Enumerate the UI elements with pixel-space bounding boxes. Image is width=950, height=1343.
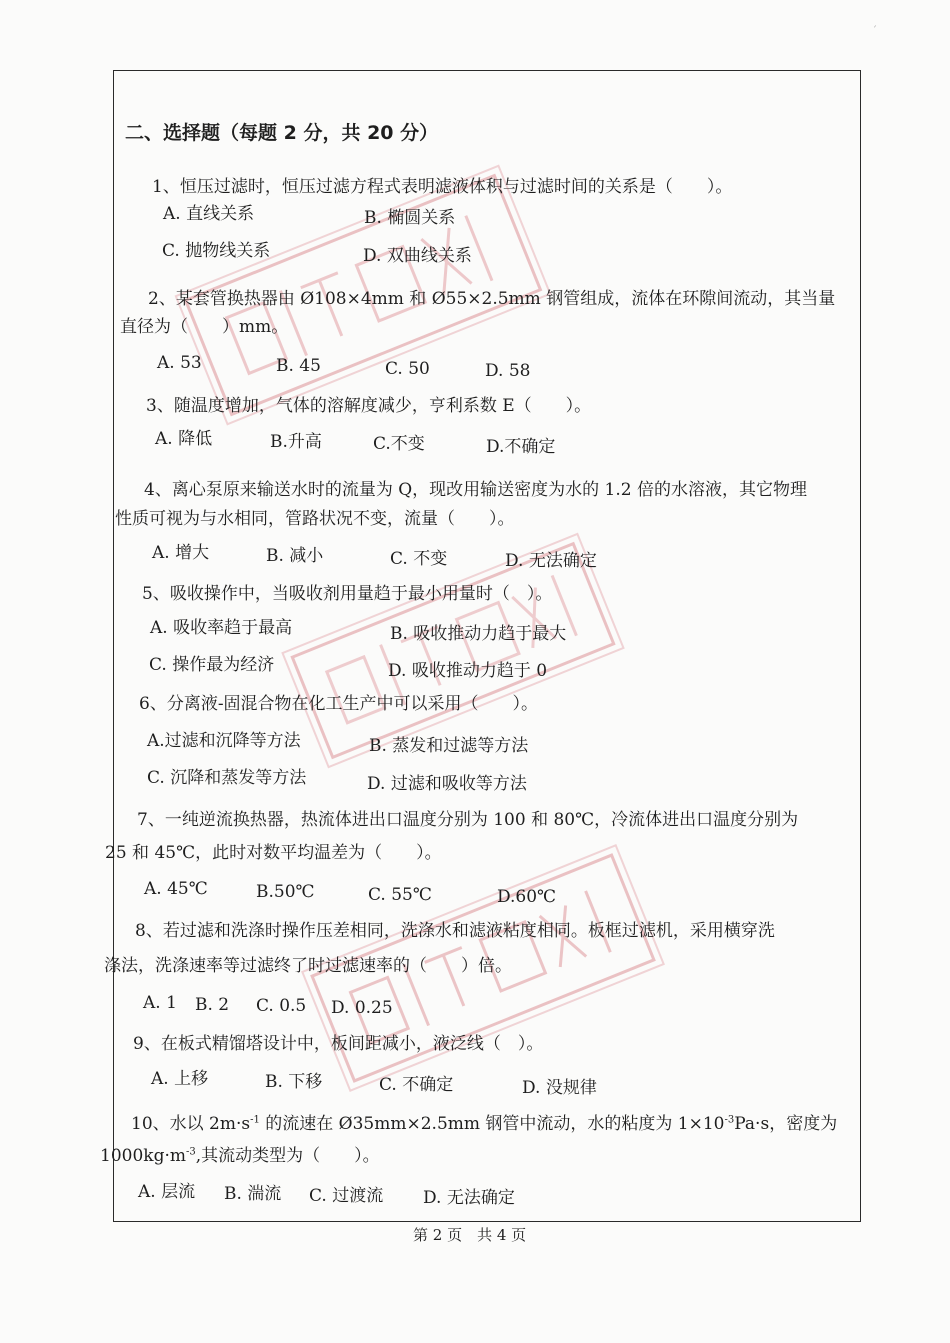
q7-option-d: D.60℃ <box>497 887 557 907</box>
q2-option-c: C. 50 <box>385 359 430 379</box>
question-7-stem: 7、一纯逆流换热器，热流体进出口温度分别为 100 和 80℃，冷流体进出口温度分别为 <box>137 810 799 830</box>
question-10-stem: 10、水以 $2m\cdot s^{-1}$ 的流速在 Ø35mm×2.5mm 钢管中流动，水的粘度为 $1\times 10^{-3}Pa\cdot s$，密度为 <box>131 1114 838 1134</box>
corner-mark: ˊ <box>872 26 877 37</box>
q2-option-d: D. 58 <box>485 361 531 381</box>
q4-option-b: B. 减小 <box>266 546 324 566</box>
q6-option-c: C. 沉降和蒸发等方法 <box>147 768 307 788</box>
q1-option-a: A. 直线关系 <box>163 204 255 224</box>
q2-option-b: B. 45 <box>276 356 321 376</box>
question-2-stem: 2、某套管换热器由 Ø108×4mm 和 Ø55×2.5mm 钢管组成，流体在环隙间流动，其当量 <box>148 289 836 309</box>
q9-option-c: C. 不确定 <box>379 1075 454 1095</box>
q10-option-c: C. 过渡流 <box>309 1186 384 1206</box>
q9-option-b: B. 下移 <box>265 1072 323 1092</box>
q9-option-a: A. 上移 <box>151 1069 209 1089</box>
q2-option-a: A. 53 <box>157 353 202 373</box>
q4-option-a: A. 增大 <box>152 543 210 563</box>
question-5-stem: 5、吸收操作中，当吸收剂用量趋于最小用量时（ ）。 <box>142 584 553 604</box>
question-7-stem-cont: 25 和 45℃，此时对数平均温差为（ ）。 <box>105 843 442 863</box>
q9-option-d: D. 没规律 <box>522 1078 597 1098</box>
question-1-stem: 1、恒压过滤时，恒压过滤方程式表明滤液体积与过滤时间的关系是（ ）。 <box>152 177 733 197</box>
section-title: 二、选择题（每题 2 分，共 20 分） <box>125 122 439 144</box>
q4-option-c: C. 不变 <box>390 549 448 569</box>
question-2-stem-cont: 直径为（ ）mm。 <box>120 317 289 337</box>
question-3-stem: 3、随温度增加，气体的溶解度减少，亨利系数 E（ ）。 <box>146 396 592 416</box>
q1-option-d: D. 双曲线关系 <box>363 246 472 266</box>
question-8-stem-cont: 涤法，洗涤速率等过滤终了时过滤速率的（ ）倍。 <box>104 956 512 976</box>
q7-option-a: A. 45℃ <box>144 879 208 899</box>
q3-option-d: D.不确定 <box>486 437 556 457</box>
q8-option-a: A. 1 <box>143 993 177 1013</box>
q5-option-a: A. 吸收率趋于最高 <box>150 618 293 638</box>
q3-option-c: C.不变 <box>373 434 425 454</box>
question-10-stem-cont: $1000kg\cdot m^{-3}$,其流动类型为（ ）。 <box>100 1146 380 1166</box>
q6-option-b: B. 蒸发和过滤等方法 <box>369 736 529 756</box>
q3-option-b: B.升高 <box>270 432 322 452</box>
page-footer: 第 2 页 共 4 页 <box>413 1226 527 1244</box>
q6-option-d: D. 过滤和吸收等方法 <box>367 774 527 794</box>
q1-option-c: C. 抛物线关系 <box>162 241 271 261</box>
q10-option-b: B. 湍流 <box>224 1184 282 1204</box>
q5-option-d: D. 吸收推动力趋于 0 <box>388 661 548 681</box>
q8-option-c: C. 0.5 <box>256 996 307 1016</box>
q3-option-a: A. 降低 <box>155 429 213 449</box>
question-4-stem: 4、离心泵原来输送水时的流量为 Q，现改用输送密度为水的 1.2 倍的水溶液，其它物理 <box>144 480 807 500</box>
question-9-stem: 9、在板式精馏塔设计中，板间距减小，液泛线（ ）。 <box>133 1034 544 1054</box>
q7-option-c: C. 55℃ <box>368 885 432 905</box>
q4-option-d: D. 无法确定 <box>505 551 597 571</box>
q10-option-d: D. 无法确定 <box>423 1188 515 1208</box>
q7-option-b: B.50℃ <box>256 882 315 902</box>
q5-option-b: B. 吸收推动力趋于最大 <box>390 624 567 644</box>
question-6-stem: 6、分离液-固混合物在化工生产中可以采用（ ）。 <box>139 694 539 714</box>
q6-option-a: A.过滤和沉降等方法 <box>147 731 301 751</box>
q8-option-b: B. 2 <box>195 995 230 1015</box>
q8-option-d: D. 0.25 <box>331 998 393 1018</box>
question-8-stem: 8、若过滤和洗涤时操作压差相同，洗涤水和滤液粘度相同。板框过滤机，采用横穿洗 <box>135 921 775 941</box>
q5-option-c: C. 操作最为经济 <box>149 655 275 675</box>
q1-option-b: B. 椭圆关系 <box>364 208 456 228</box>
q10-option-a: A. 层流 <box>138 1182 196 1202</box>
question-4-stem-cont: 性质可视为与水相同，管路状况不变，流量（ ）。 <box>115 509 515 529</box>
